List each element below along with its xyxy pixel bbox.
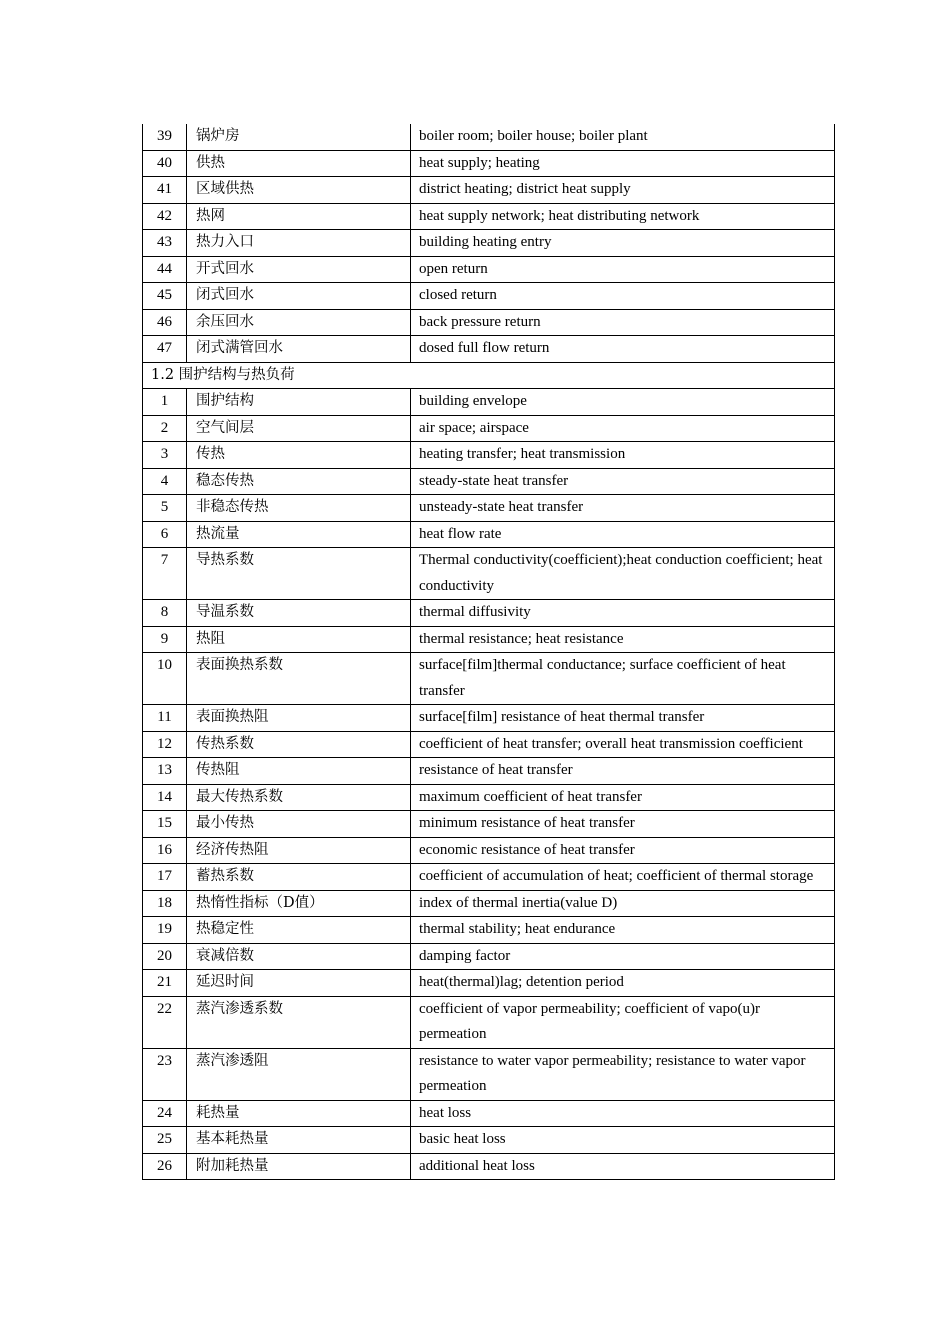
- table-row: [143, 336, 835, 363]
- term-number: 23: [143, 1048, 187, 1100]
- table-row: [143, 705, 835, 732]
- term-number: 20: [143, 943, 187, 970]
- term-number: 3: [143, 442, 187, 469]
- term-number: 14: [143, 784, 187, 811]
- term-english: district heating; district heat supply: [411, 177, 835, 204]
- term-chinese: 热稳定性: [187, 917, 411, 944]
- table-row: [143, 970, 835, 997]
- table-row: [143, 890, 835, 917]
- term-english: back pressure return: [411, 309, 835, 336]
- table-row: [143, 389, 835, 416]
- table-row: [143, 548, 835, 600]
- term-english: unsteady-state heat transfer: [411, 495, 835, 522]
- term-number: 26: [143, 1153, 187, 1180]
- term-chinese: 最小传热: [187, 811, 411, 838]
- term-english: thermal stability; heat endurance: [411, 917, 835, 944]
- term-number: 16: [143, 837, 187, 864]
- term-number: 5: [143, 495, 187, 522]
- term-english: heat loss: [411, 1100, 835, 1127]
- table-row: [143, 177, 835, 204]
- glossary-table: [142, 124, 835, 1180]
- term-english: dosed full flow return: [411, 336, 835, 363]
- term-english: heat supply; heating: [411, 150, 835, 177]
- term-english: heat supply network; heat distributing network: [411, 203, 835, 230]
- term-number: 18: [143, 890, 187, 917]
- term-chinese: 开式回水: [187, 256, 411, 283]
- term-chinese: 闭式回水: [187, 283, 411, 310]
- term-number: 45: [143, 283, 187, 310]
- term-english: heating transfer; heat transmission: [411, 442, 835, 469]
- term-english: economic resistance of heat transfer: [411, 837, 835, 864]
- table-row: [143, 283, 835, 310]
- term-number: 10: [143, 653, 187, 705]
- term-english: minimum resistance of heat transfer: [411, 811, 835, 838]
- term-chinese: 传热阻: [187, 758, 411, 785]
- term-chinese: 传热系数: [187, 731, 411, 758]
- term-chinese: 传热: [187, 442, 411, 469]
- table-row: [143, 758, 835, 785]
- term-number: 4: [143, 468, 187, 495]
- term-chinese: 经济传热阻: [187, 837, 411, 864]
- term-chinese: 围护结构: [187, 389, 411, 416]
- section-header-row: [143, 362, 835, 389]
- term-english: closed return: [411, 283, 835, 310]
- table-row: [143, 784, 835, 811]
- term-chinese: 导热系数: [187, 548, 411, 600]
- term-english: heat(thermal)lag; detention period: [411, 970, 835, 997]
- term-chinese: 热惰性指标（D值）: [187, 890, 411, 917]
- term-chinese: 最大传热系数: [187, 784, 411, 811]
- term-english: maximum coefficient of heat transfer: [411, 784, 835, 811]
- term-english: steady-state heat transfer: [411, 468, 835, 495]
- term-number: 11: [143, 705, 187, 732]
- table-row: [143, 811, 835, 838]
- term-number: 25: [143, 1127, 187, 1154]
- term-english: thermal resistance; heat resistance: [411, 626, 835, 653]
- term-english: thermal diffusivity: [411, 600, 835, 627]
- term-english: surface[film]thermal conductance; surface coefficient of heat transfer: [411, 653, 835, 705]
- term-number: 24: [143, 1100, 187, 1127]
- glossary-table-body: [143, 124, 835, 1180]
- table-row: [143, 468, 835, 495]
- term-english: coefficient of accumulation of heat; coefficient of thermal storage: [411, 864, 835, 891]
- term-chinese: 蒸汽渗透阻: [187, 1048, 411, 1100]
- term-chinese: 基本耗热量: [187, 1127, 411, 1154]
- term-number: 47: [143, 336, 187, 363]
- term-chinese: 锅炉房: [187, 124, 411, 150]
- table-row: [143, 1048, 835, 1100]
- term-chinese: 蓄热系数: [187, 864, 411, 891]
- term-english: resistance to water vapor permeability; resistance to water vapor permeation: [411, 1048, 835, 1100]
- term-chinese: 导温系数: [187, 600, 411, 627]
- term-english: boiler room; boiler house; boiler plant: [411, 124, 835, 150]
- term-chinese: 稳态传热: [187, 468, 411, 495]
- term-chinese: 延迟时间: [187, 970, 411, 997]
- term-english: air space; airspace: [411, 415, 835, 442]
- term-number: 22: [143, 996, 187, 1048]
- term-chinese: 余压回水: [187, 309, 411, 336]
- term-number: 1: [143, 389, 187, 416]
- table-row: [143, 1127, 835, 1154]
- term-chinese: 热阻: [187, 626, 411, 653]
- term-number: 7: [143, 548, 187, 600]
- term-english: coefficient of heat transfer; overall heat transmission coefficient: [411, 731, 835, 758]
- term-english: damping factor: [411, 943, 835, 970]
- term-english: open return: [411, 256, 835, 283]
- term-number: 8: [143, 600, 187, 627]
- table-row: [143, 521, 835, 548]
- term-number: 17: [143, 864, 187, 891]
- term-chinese: 附加耗热量: [187, 1153, 411, 1180]
- term-english: coefficient of vapor permeability; coefficient of vapo(u)r permeation: [411, 996, 835, 1048]
- table-row: [143, 626, 835, 653]
- table-row: [143, 230, 835, 257]
- term-chinese: 闭式满管回水: [187, 336, 411, 363]
- term-number: 43: [143, 230, 187, 257]
- term-english: building envelope: [411, 389, 835, 416]
- table-row: [143, 917, 835, 944]
- term-number: 44: [143, 256, 187, 283]
- term-chinese: 热流量: [187, 521, 411, 548]
- term-english: building heating entry: [411, 230, 835, 257]
- term-english: index of thermal inertia(value D): [411, 890, 835, 917]
- table-row: [143, 203, 835, 230]
- term-number: 39: [143, 124, 187, 150]
- term-number: 41: [143, 177, 187, 204]
- term-number: 12: [143, 731, 187, 758]
- term-chinese: 区域供热: [187, 177, 411, 204]
- term-number: 9: [143, 626, 187, 653]
- table-row: [143, 150, 835, 177]
- term-chinese: 蒸汽渗透系数: [187, 996, 411, 1048]
- term-chinese: 供热: [187, 150, 411, 177]
- term-number: 2: [143, 415, 187, 442]
- table-row: [143, 731, 835, 758]
- term-chinese: 非稳态传热: [187, 495, 411, 522]
- term-chinese: 空气间层: [187, 415, 411, 442]
- term-chinese: 耗热量: [187, 1100, 411, 1127]
- table-row: [143, 415, 835, 442]
- term-english: heat flow rate: [411, 521, 835, 548]
- term-english: additional heat loss: [411, 1153, 835, 1180]
- table-row: [143, 495, 835, 522]
- term-chinese: 衰减倍数: [187, 943, 411, 970]
- table-row: [143, 864, 835, 891]
- term-english: basic heat loss: [411, 1127, 835, 1154]
- term-chinese: 表面换热系数: [187, 653, 411, 705]
- table-row: [143, 309, 835, 336]
- table-row: [143, 600, 835, 627]
- table-row: [143, 124, 835, 150]
- term-number: 40: [143, 150, 187, 177]
- section-title: 1.2 围护结构与热负荷: [143, 362, 835, 389]
- term-english: surface[film] resistance of heat thermal transfer: [411, 705, 835, 732]
- term-english: resistance of heat transfer: [411, 758, 835, 785]
- term-english: Thermal conductivity(coefficient);heat conduction coefficient; heat conductivity: [411, 548, 835, 600]
- term-number: 6: [143, 521, 187, 548]
- term-number: 46: [143, 309, 187, 336]
- table-row: [143, 996, 835, 1048]
- table-row: [143, 943, 835, 970]
- term-chinese: 热力入口: [187, 230, 411, 257]
- term-number: 21: [143, 970, 187, 997]
- term-number: 15: [143, 811, 187, 838]
- table-row: [143, 1100, 835, 1127]
- term-number: 42: [143, 203, 187, 230]
- term-chinese: 表面换热阻: [187, 705, 411, 732]
- table-row: [143, 653, 835, 705]
- term-chinese: 热网: [187, 203, 411, 230]
- term-number: 19: [143, 917, 187, 944]
- table-row: [143, 837, 835, 864]
- table-row: [143, 256, 835, 283]
- term-number: 13: [143, 758, 187, 785]
- table-row: [143, 442, 835, 469]
- table-row: [143, 1153, 835, 1180]
